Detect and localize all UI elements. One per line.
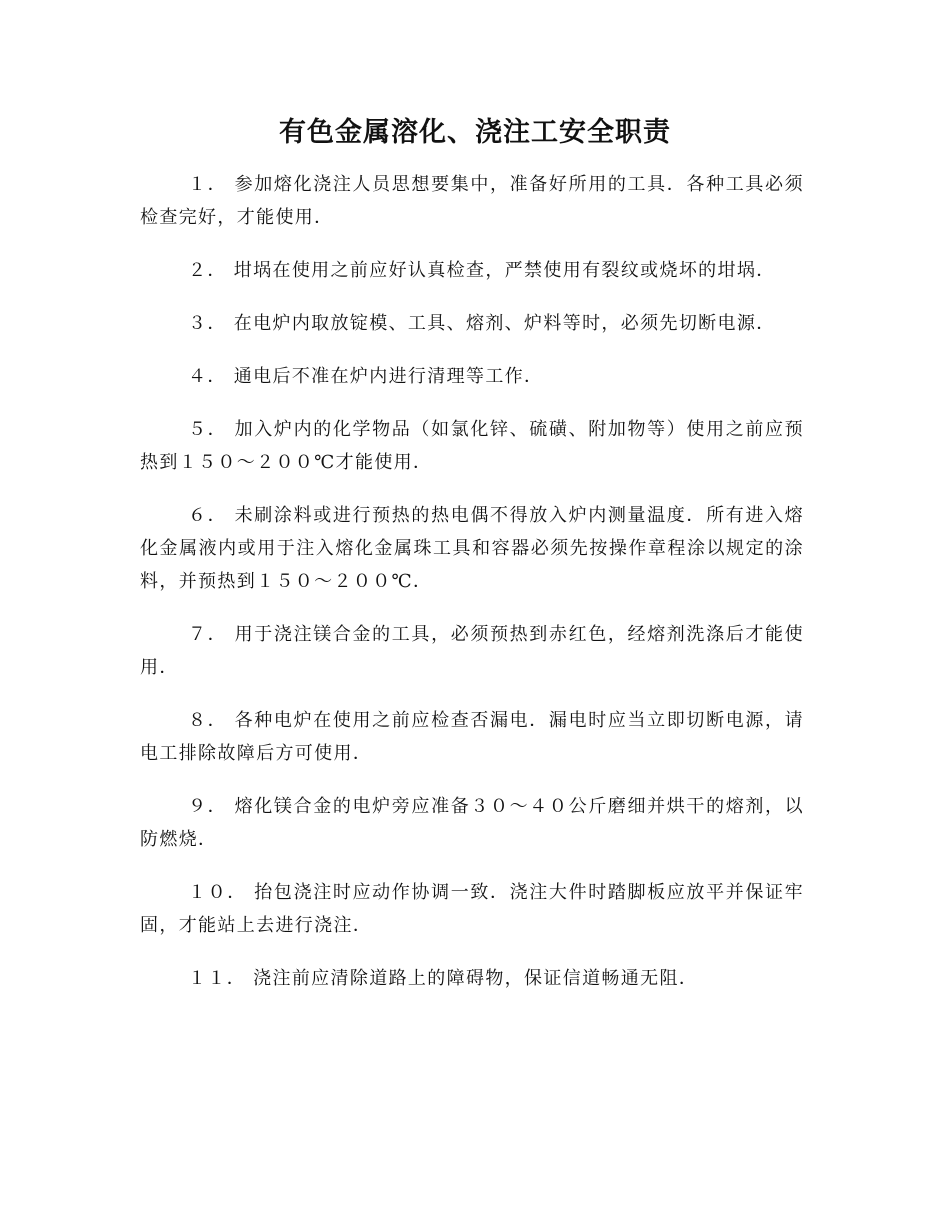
paragraph-6: ６． 未刷涂料或进行预热的热电偶不得放入炉内测量温度．所有进入熔化金属液内或用于注入熔化金属珠工具和容器必须先按操作章程涂以规定的涂料，并预热到１５０～２００℃． (140, 505, 804, 592)
paragraph-10: １０． 抬包浇注时应动作协调一致．浇注大件时踏脚板应放平并保证牢固，才能站上去进行浇注． (140, 882, 804, 936)
paragraph-9: ９． 熔化镁合金的电炉旁应准备３０～４０公斤磨细并烘干的熔剂，以防燃烧． (140, 796, 804, 850)
paragraph-4: ４． 通电后不准在炉内进行清理等工作． (188, 366, 544, 387)
paragraph-3: ３． 在电炉内取放锭模、工具、熔剂、炉料等时，必须先切断电源． (188, 313, 776, 334)
paragraph-11: １１． 浇注前应清除道路上的障碍物，保证信道畅通无阻． (188, 968, 699, 989)
paragraph-8: ８． 各种电炉在使用之前应检查否漏电．漏电时应当立即切断电源，请电工排除故障后方可使用． (140, 710, 804, 764)
document-body (140, 168, 804, 1015)
document-title: 有色金属溶化、浇注工安全职责 (279, 117, 671, 148)
paragraph-5: ５． 加入炉内的化学物品（如氯化锌、硫磺、附加物等）使用之前应预热到１５０～２００℃才能使用． (140, 419, 804, 473)
paragraph-1: １． 参加熔化浇注人员思想要集中，准备好所用的工具．各种工具必须检查完好，才能使用． (140, 174, 804, 228)
paragraph-7: ７． 用于浇注镁合金的工具，必须预热到赤红色，经熔剂洗涤后才能使用． (140, 624, 804, 678)
paragraph-2: ２． 坩埚在使用之前应好认真检查，严禁使用有裂纹或烧坏的坩埚． (188, 260, 776, 281)
